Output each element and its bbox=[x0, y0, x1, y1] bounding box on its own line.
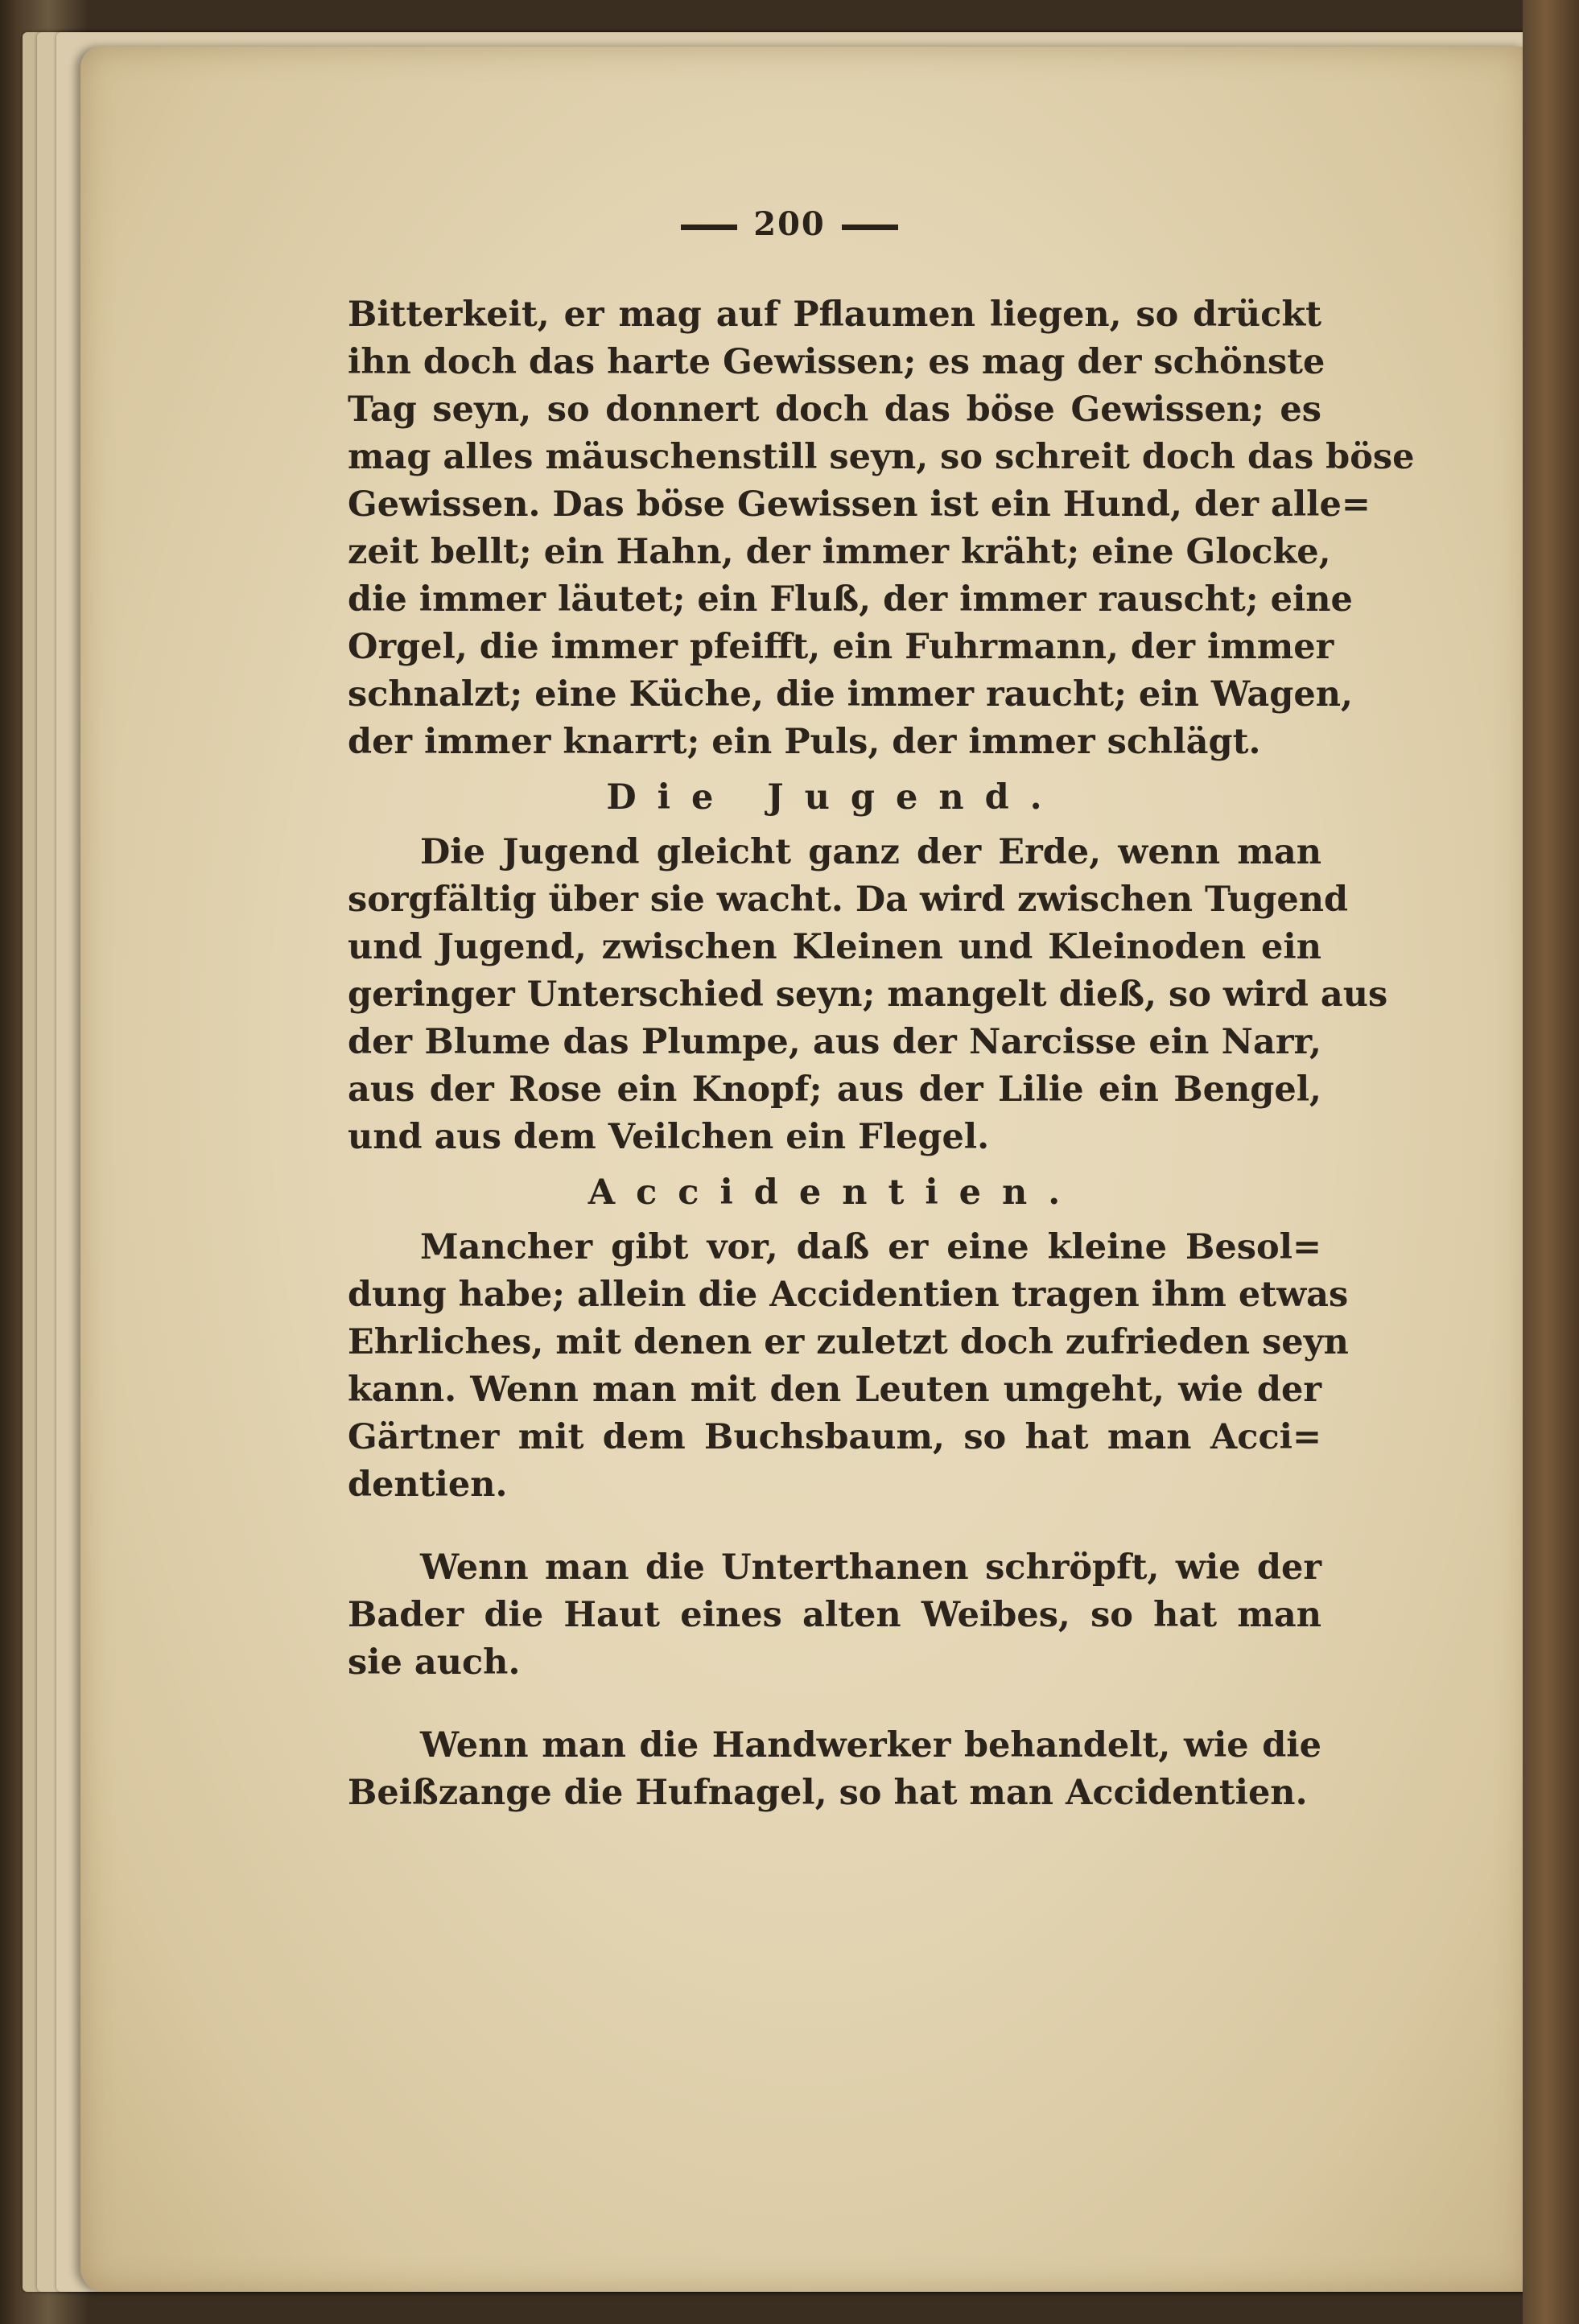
paragraph-gap bbox=[348, 1687, 1321, 1722]
page-body bbox=[348, 291, 1415, 1817]
paragraph bbox=[348, 291, 1415, 766]
text-line: sie auch. bbox=[348, 1642, 521, 1683]
text-line: kann. Wenn man mit den Leuten umgeht, wie der bbox=[348, 1370, 1321, 1410]
paragraph bbox=[348, 829, 1388, 1161]
paragraph bbox=[348, 1544, 1321, 1687]
text-line: Ehrliches, mit denen er zuletzt doch zufrieden seyn bbox=[348, 1322, 1349, 1362]
text-line: sorgfältig über sie wacht. Da wird zwischen Tugend bbox=[348, 880, 1349, 920]
text-line: Gärtner mit dem Buchsbaum, so hat man Acci= bbox=[348, 1417, 1321, 1457]
text-line: dung habe; allein die Accidentien tragen ihm etwas bbox=[348, 1275, 1349, 1315]
text-line: Mancher gibt vor, daß er eine kleine Besol= bbox=[420, 1227, 1321, 1267]
text-line: der immer knarrt; ein Puls, der immer schlägt. bbox=[348, 722, 1261, 762]
text-line: geringer Unterschied seyn; mangelt dieß, so wird aus bbox=[348, 975, 1388, 1015]
page-number: 200 bbox=[753, 205, 826, 243]
text-line: Wenn man die Unterthanen schröpft, wie der bbox=[420, 1547, 1321, 1588]
header-rule-left bbox=[681, 225, 737, 230]
cover-edge bbox=[1523, 0, 1579, 2324]
text-line: Bader die Haut eines alten Weibes, so hat man bbox=[348, 1595, 1321, 1635]
text-line: und aus dem Veilchen ein Flegel. bbox=[348, 1117, 990, 1157]
text-line: dentien. bbox=[348, 1465, 508, 1505]
text-line: Tag seyn, so donnert doch das böse Gewissen; es bbox=[348, 389, 1321, 430]
text-line: schnalzt; eine Küche, die immer raucht; ein Wagen, bbox=[348, 674, 1353, 715]
text-line: mag alles mäuschenstill seyn, so schreit doch das böse bbox=[348, 437, 1415, 477]
text-line: Bitterkeit, er mag auf Pflaumen liegen, so drückt bbox=[348, 295, 1321, 335]
text-line: ihn doch das harte Gewissen; es mag der schönste bbox=[348, 342, 1325, 382]
text-line: und Jugend, zwischen Kleinen und Kleinoden ein bbox=[348, 927, 1321, 967]
text-line: aus der Rose ein Knopf; aus der Lilie ein Bengel, bbox=[348, 1069, 1321, 1110]
text-line: Beißzange die Hufnagel, so hat man Accidentien. bbox=[348, 1773, 1308, 1813]
text-line: Wenn man die Handwerker behandelt, wie die bbox=[420, 1725, 1321, 1766]
text-line: der Blume das Plumpe, aus der Narcisse ein Narr, bbox=[348, 1022, 1321, 1062]
text-line: die immer läutet; ein Fluß, der immer rauscht; eine bbox=[348, 579, 1353, 620]
text-line: Orgel, die immer pfeifft, ein Fuhrmann, der immer bbox=[348, 627, 1334, 667]
section-heading: Die Jugend. bbox=[606, 777, 1063, 818]
section-heading: Accidentien. bbox=[587, 1172, 1082, 1213]
text-line: Die Jugend gleicht ganz der Erde, wenn man bbox=[420, 832, 1321, 872]
text-line: zeit bellt; ein Hahn, der immer kräht; eine Glocke, bbox=[348, 532, 1331, 572]
page-header bbox=[0, 205, 1579, 243]
paragraph bbox=[348, 1722, 1321, 1817]
text-line: Gewissen. Das böse Gewissen ist ein Hund, der alle= bbox=[348, 484, 1371, 525]
header-rule-right bbox=[842, 225, 898, 230]
paragraph bbox=[348, 1224, 1349, 1509]
paragraph-gap bbox=[348, 1509, 1321, 1544]
